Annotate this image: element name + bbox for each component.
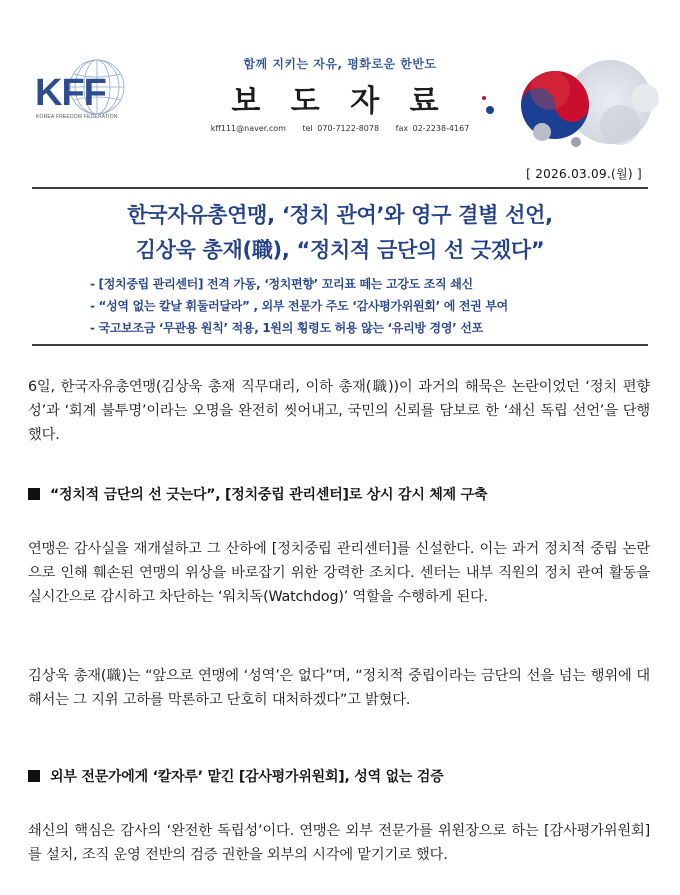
logo-subtitle: KOREA FREEDOM FEDERATION bbox=[36, 114, 118, 120]
subheadlines bbox=[90, 273, 650, 339]
contact-email[interactable]: kff111@naver.com bbox=[210, 124, 286, 133]
paragraph-intro: 6일, 한국자유총연맹(김상욱 총재 직무대리, 이하 총재(職))이 과거의 해묵은 논란이었던 ‘정치 편향성’과 ‘회계 불투명’이라는 오명을 완전히 씻어내고, 국민의 신뢰를 담보로 한 ‘쇄신 독립 선언’을 단행했다. bbox=[28, 379, 650, 443]
square-bullet-icon bbox=[28, 770, 40, 782]
section-heading-2 bbox=[28, 765, 650, 789]
press-header bbox=[0, 0, 680, 150]
contact-tel: tel 070-7122-8078 bbox=[302, 124, 380, 133]
headline-rule-top bbox=[32, 187, 648, 189]
square-bullet-icon bbox=[28, 488, 40, 500]
paragraph-committee: 쇄신의 핵심은 감사의 ‘완전한 독립성’이다. 연맹은 외부 전문가를 위원장으로 하는 [감사평가위원회]를 설치, 조직 운영 전반의 검증 권한을 외부의 시각에 맡기기로 했다. bbox=[28, 823, 650, 863]
release-date: [ 2026.03.09.(월) ] bbox=[526, 167, 642, 181]
subheadline-1: - [정치중립 관리센터] 전격 가동, ‘정치편향’ 꼬리표 떼는 고강도 조직 쇄신 bbox=[90, 277, 473, 291]
subheadline-3: - 국고보조금 ‘무관용 원칙’ 적용, 1원의 횡령도 허용 않는 ‘유리방 경영’ 선포 bbox=[90, 321, 483, 335]
press-release-title: 보 도 자 료 bbox=[231, 84, 449, 119]
paragraph-quote: 김상욱 총재(職)는 “앞으로 연맹에 ‘성역’은 없다”며, “정치적 중립이라는 금단의 선을 넘는 행위에 대해서는 그 지위 고하를 막론하고 단호히 대처하겠다”고 밝혔다. bbox=[28, 668, 650, 708]
section-heading-2-text: 외부 전문가에게 ‘칼자루’ 맡긴 [감사평가위원회], 성역 없는 검증 bbox=[50, 769, 444, 785]
section-heading-1-text: “정치적 금단의 선 긋는다”, [정치중립 관리센터]로 상시 감시 체제 구축 bbox=[50, 487, 488, 503]
headline-rule-bottom bbox=[32, 344, 648, 346]
logo-text: KFF bbox=[35, 72, 106, 114]
headline bbox=[32, 198, 648, 268]
paragraph-center: 연맹은 감사실을 재개설하고 그 산하에 [정치중립 관리센터]를 신설한다. 이는 과거 정치적 중립 논란으로 인해 훼손된 연맹의 위상을 바로잡기 위한 강력한 조치다. 센터는 내부 직원의 정치 관여 활동을 실시간으로 감시하고 차단하는 ‘워치독(Watchdog)’ 역할을 수행하게 된다. bbox=[28, 541, 650, 605]
section-heading-1 bbox=[28, 483, 650, 507]
slogan: 함께 지키는 자유, 평화로운 한반도 bbox=[243, 57, 437, 71]
taeguk-decoration bbox=[470, 60, 670, 150]
headline-line-1: 한국자유총연맹, ‘정치 관여’와 영구 결별 선언, bbox=[127, 203, 553, 227]
headline-line-2: 김상욱 총재(職), “정치적 금단의 선 긋겠다” bbox=[135, 238, 545, 262]
contact-fax: fax 02-2238-4167 bbox=[395, 124, 470, 133]
subheadline-2: - “성역 없는 칼날 휘둘러달라” , 외부 전문가 주도 ‘감사평가위원회’ 에 전권 부여 bbox=[90, 299, 508, 313]
